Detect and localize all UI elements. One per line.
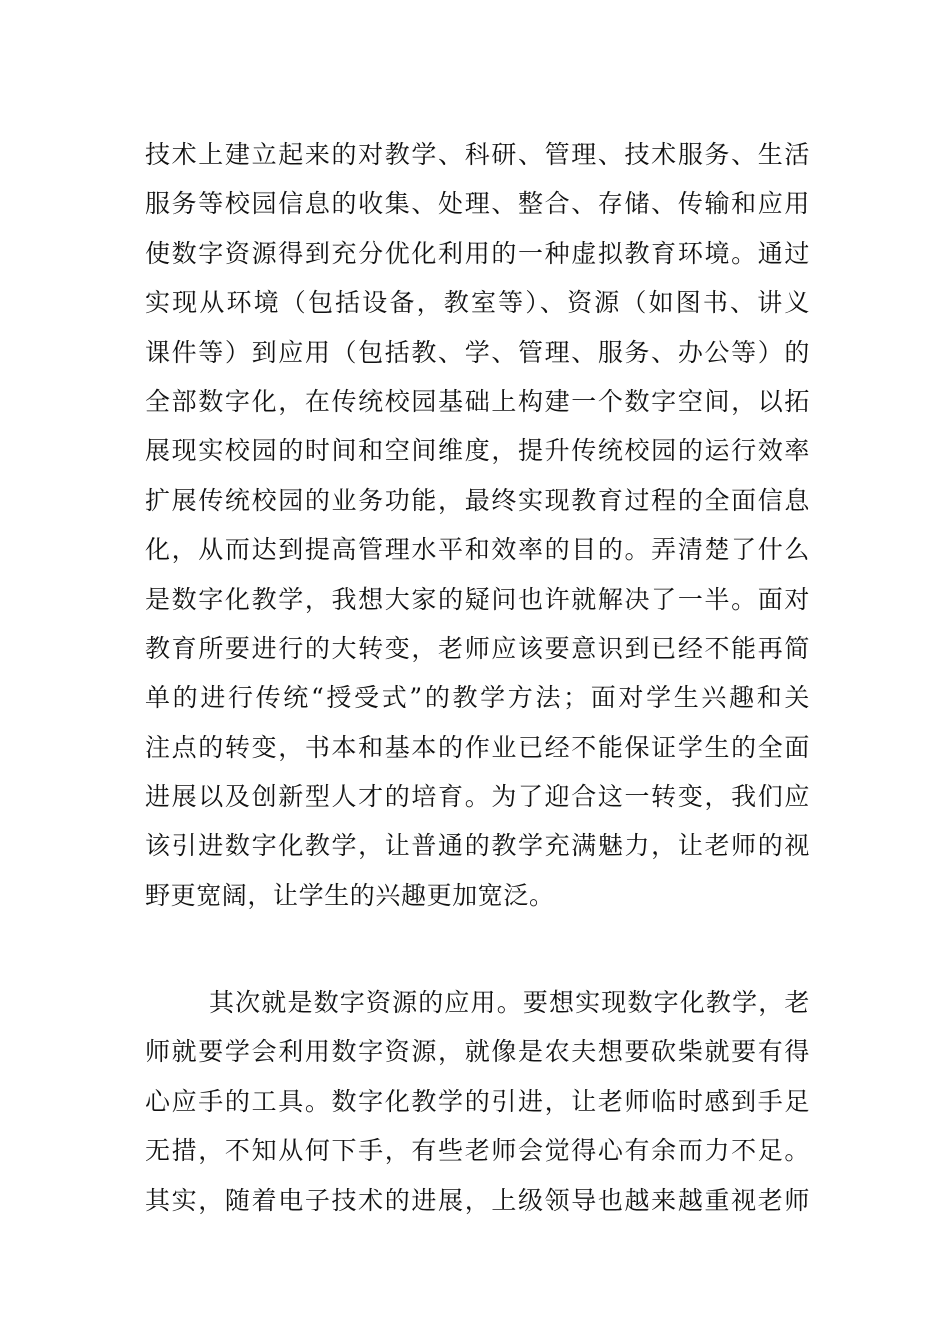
text-line: 师就要学会利用数字资源，就像是农夫想要砍柴就要有得 [145, 1037, 810, 1067]
text-line: 全部数字化，在传统校园基础上构建一个数字空间，以拓 [145, 386, 810, 416]
text-line: 展现实校园的时间和空间维度，提升传统校园的运行效率 [145, 436, 810, 466]
text-line: 使数字资源得到充分优化利用的一种虚拟教育环境。通过 [145, 238, 810, 268]
text-line: 无措，不知从何下手，有些老师会觉得心有余而力不足。 [145, 1136, 810, 1166]
text-line: 化，从而达到提高管理水平和效率的目的。弄清楚了什么 [145, 535, 810, 565]
paragraph-digital-resources [145, 978, 810, 1225]
text-line: 注点的转变，书本和基本的作业已经不能保证学生的全面 [145, 732, 810, 762]
text-line: 其次就是数字资源的应用。要想实现数字化教学，老 [209, 988, 810, 1017]
text-line: 扩展传统校园的业务功能，最终实现教育过程的全面信息 [145, 485, 810, 515]
paragraph-digital-campus [145, 130, 810, 920]
text-line: 单的进行传统“授受式”的教学方法；面对学生兴趣和关 [145, 683, 810, 713]
text-line: 服务等校园信息的收集、处理、整合、存储、传输和应用 [145, 189, 810, 219]
text-line: 心应手的工具。数字化教学的引进，让老师临时感到手足 [145, 1086, 810, 1116]
text-line: 教育所要进行的大转变，老师应该要意识到已经不能再简 [145, 633, 810, 663]
text-line: 其实，随着电子技术的进展，上级领导也越来越重视老师 [145, 1185, 810, 1215]
text-line: 实现从环境（包括设备，教室等）、资源（如图书、讲义 [145, 288, 810, 318]
text-line: 是数字化教学，我想大家的疑问也许就解决了一半。面对 [145, 584, 810, 614]
text-line: 技术上建立起来的对教学、科研、管理、技术服务、生活 [145, 140, 810, 169]
text-line: 课件等）到应用（包括教、学、管理、服务、办公等）的 [145, 337, 810, 367]
text-line: 该引进数字化教学，让普通的教学充满魅力，让老师的视 [145, 831, 810, 861]
text-line: 进展以及创新型人才的培育。为了迎合这一转变，我们应 [145, 782, 810, 812]
text-line: 野更宽阔，让学生的兴趣更加宽泛。 [145, 880, 555, 910]
